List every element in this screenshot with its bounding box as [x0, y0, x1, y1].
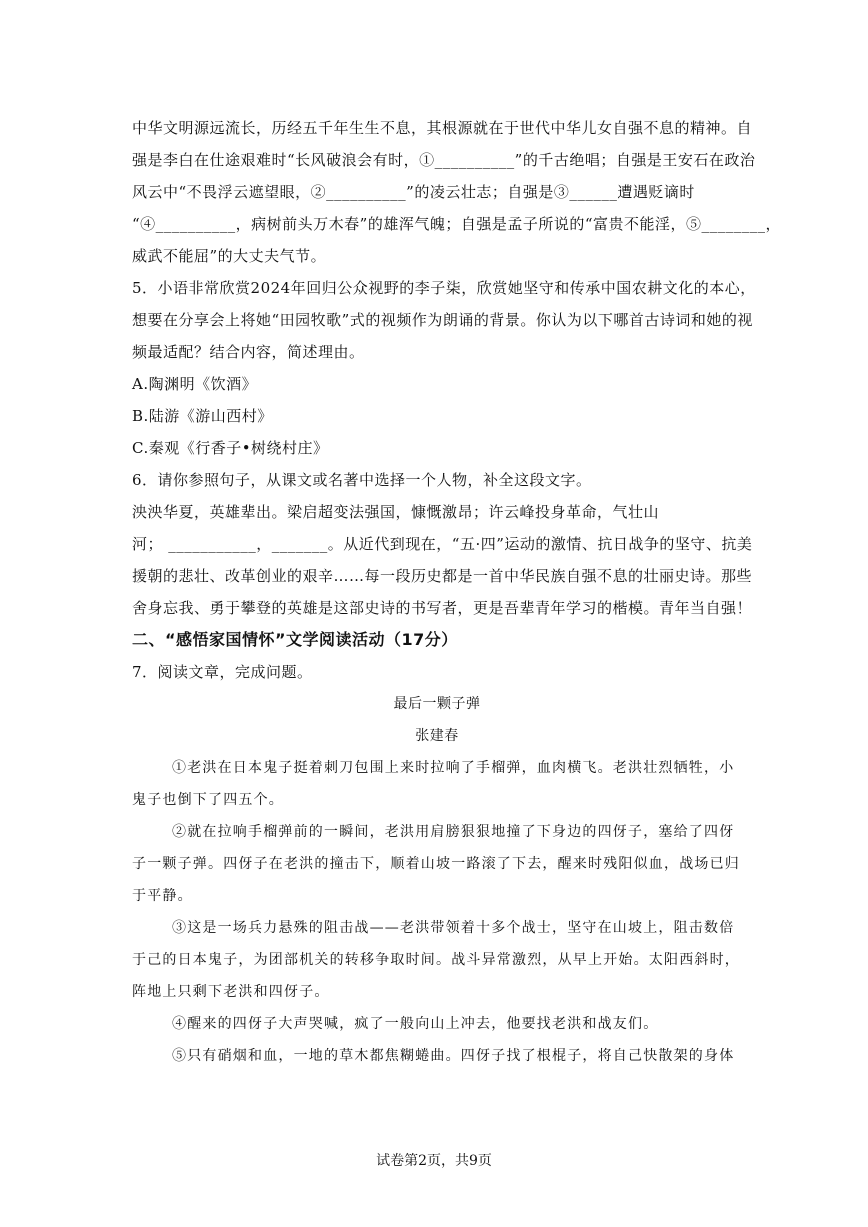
text-line: 想要在分享会上将她“田园牧歌”式的视频作为朗诵的背景。你认为以下哪首古诗词和她的视 [132, 311, 753, 329]
question-6: 6．请你参照句子，从课文或名著中选择一个人物，补全这段文字。 [132, 471, 592, 489]
option-c: C.秦观《行香子•树绕村庄》 [132, 439, 329, 457]
question-7: 7．阅读文章，完成问题。 [132, 663, 313, 681]
article-paragraph-line: ①老洪在日本鬼子挺着刺刀包围上来时拉响了手榴弹，血肉横飞。老洪壮烈牺牲，小 [172, 760, 735, 776]
text-line: “④__________，病树前头万木春”的雄浑气魄；自强是孟子所说的“富贵不能淫，⑤________， [132, 215, 782, 233]
article-paragraph-line: 子一颗子弹。四伢子在老洪的撞击下，顺着山坡一路滚了下去，醒来时残阳似血，战场已归 [132, 856, 740, 872]
article-paragraph-line: ④醒来的四伢子大声哭喊，疯了一般向山上冲去，他要找老洪和战友们。 [172, 1016, 659, 1032]
text-line: 威武不能屈”的大丈夫气节。 [132, 247, 327, 265]
text-line: 风云中“不畏浮云遮望眼，②__________”的凌云壮志；自强是③______遭遇贬谪时 [132, 183, 695, 201]
text-line: 援朝的悲壮、改革创业的艰辛……每一段历史都是一首中华民族自强不息的壮丽史诗。那些 [132, 567, 753, 585]
article-paragraph-line: ②就在拉响手榴弹前的一瞬间，老洪用肩膀狠狠地撞了下身边的四伢子，塞给了四伢 [172, 824, 735, 840]
article-paragraph-line: ⑤只有硝烟和血，一地的草木都焦糊蜷曲。四伢子找了根棍子，将自己快散架的身体 [172, 1048, 735, 1064]
article-paragraph-line: 于己的日本鬼子，为团部机关的转移争取时间。战斗异常激烈，从早上开始。太阳西斜时， [132, 952, 740, 968]
article-author: 张建春 [415, 728, 459, 744]
text-line: 舍身忘我、勇于攀登的英雄是这部史诗的书写者，更是吾辈青年学习的楷模。青年当自强！ [132, 599, 753, 617]
text-line: 河； ___________，_______。从近代到现在，“五·四”运动的激情、抗日战争的坚守、抗美 [132, 535, 753, 553]
article-paragraph-line: ③这是一场兵力悬殊的阻击战——老洪带领着十多个战士，坚守在山坡上，阻击数倍 [172, 920, 735, 936]
option-a: A.陶渊明《饮酒》 [132, 375, 258, 393]
text-line: 中华文明源远流长，历经五千年生生不息，其根源就在于世代中华儿女自强不息的精神。自 [132, 119, 753, 137]
article-paragraph-line: 鬼子也倒下了四五个。 [132, 792, 284, 808]
article-paragraph-line: 阵地上只剩下老洪和四伢子。 [132, 984, 330, 1000]
article-title: 最后一颗子弹 [393, 696, 481, 712]
article-paragraph-line: 于平静。 [132, 888, 193, 904]
question-5: 5．小语非常欣赏2024年回归公众视野的李子柒，欣赏她坚守和传承中国农耕文化的本心， [132, 279, 756, 297]
text-line: 强是李白在仕途艰难时“长风破浪会有时，①__________”的千古绝唱；自强是王安石在政治 [132, 151, 756, 169]
exam-page [132, 112, 782, 1072]
page-footer: 试卷第2页，共9页 [376, 1153, 492, 1169]
text-line: 频最适配？结合内容，简述理由。 [132, 343, 365, 361]
option-b: B.陆游《游山西村》 [132, 407, 273, 425]
text-line: 泱泱华夏，英雄辈出。梁启超变法强国，慷慨激昂；许云峰投身革命，气壮山 [132, 503, 660, 521]
section-heading: 二、“感悟家国情怀”文学阅读活动（17分） [132, 630, 458, 649]
